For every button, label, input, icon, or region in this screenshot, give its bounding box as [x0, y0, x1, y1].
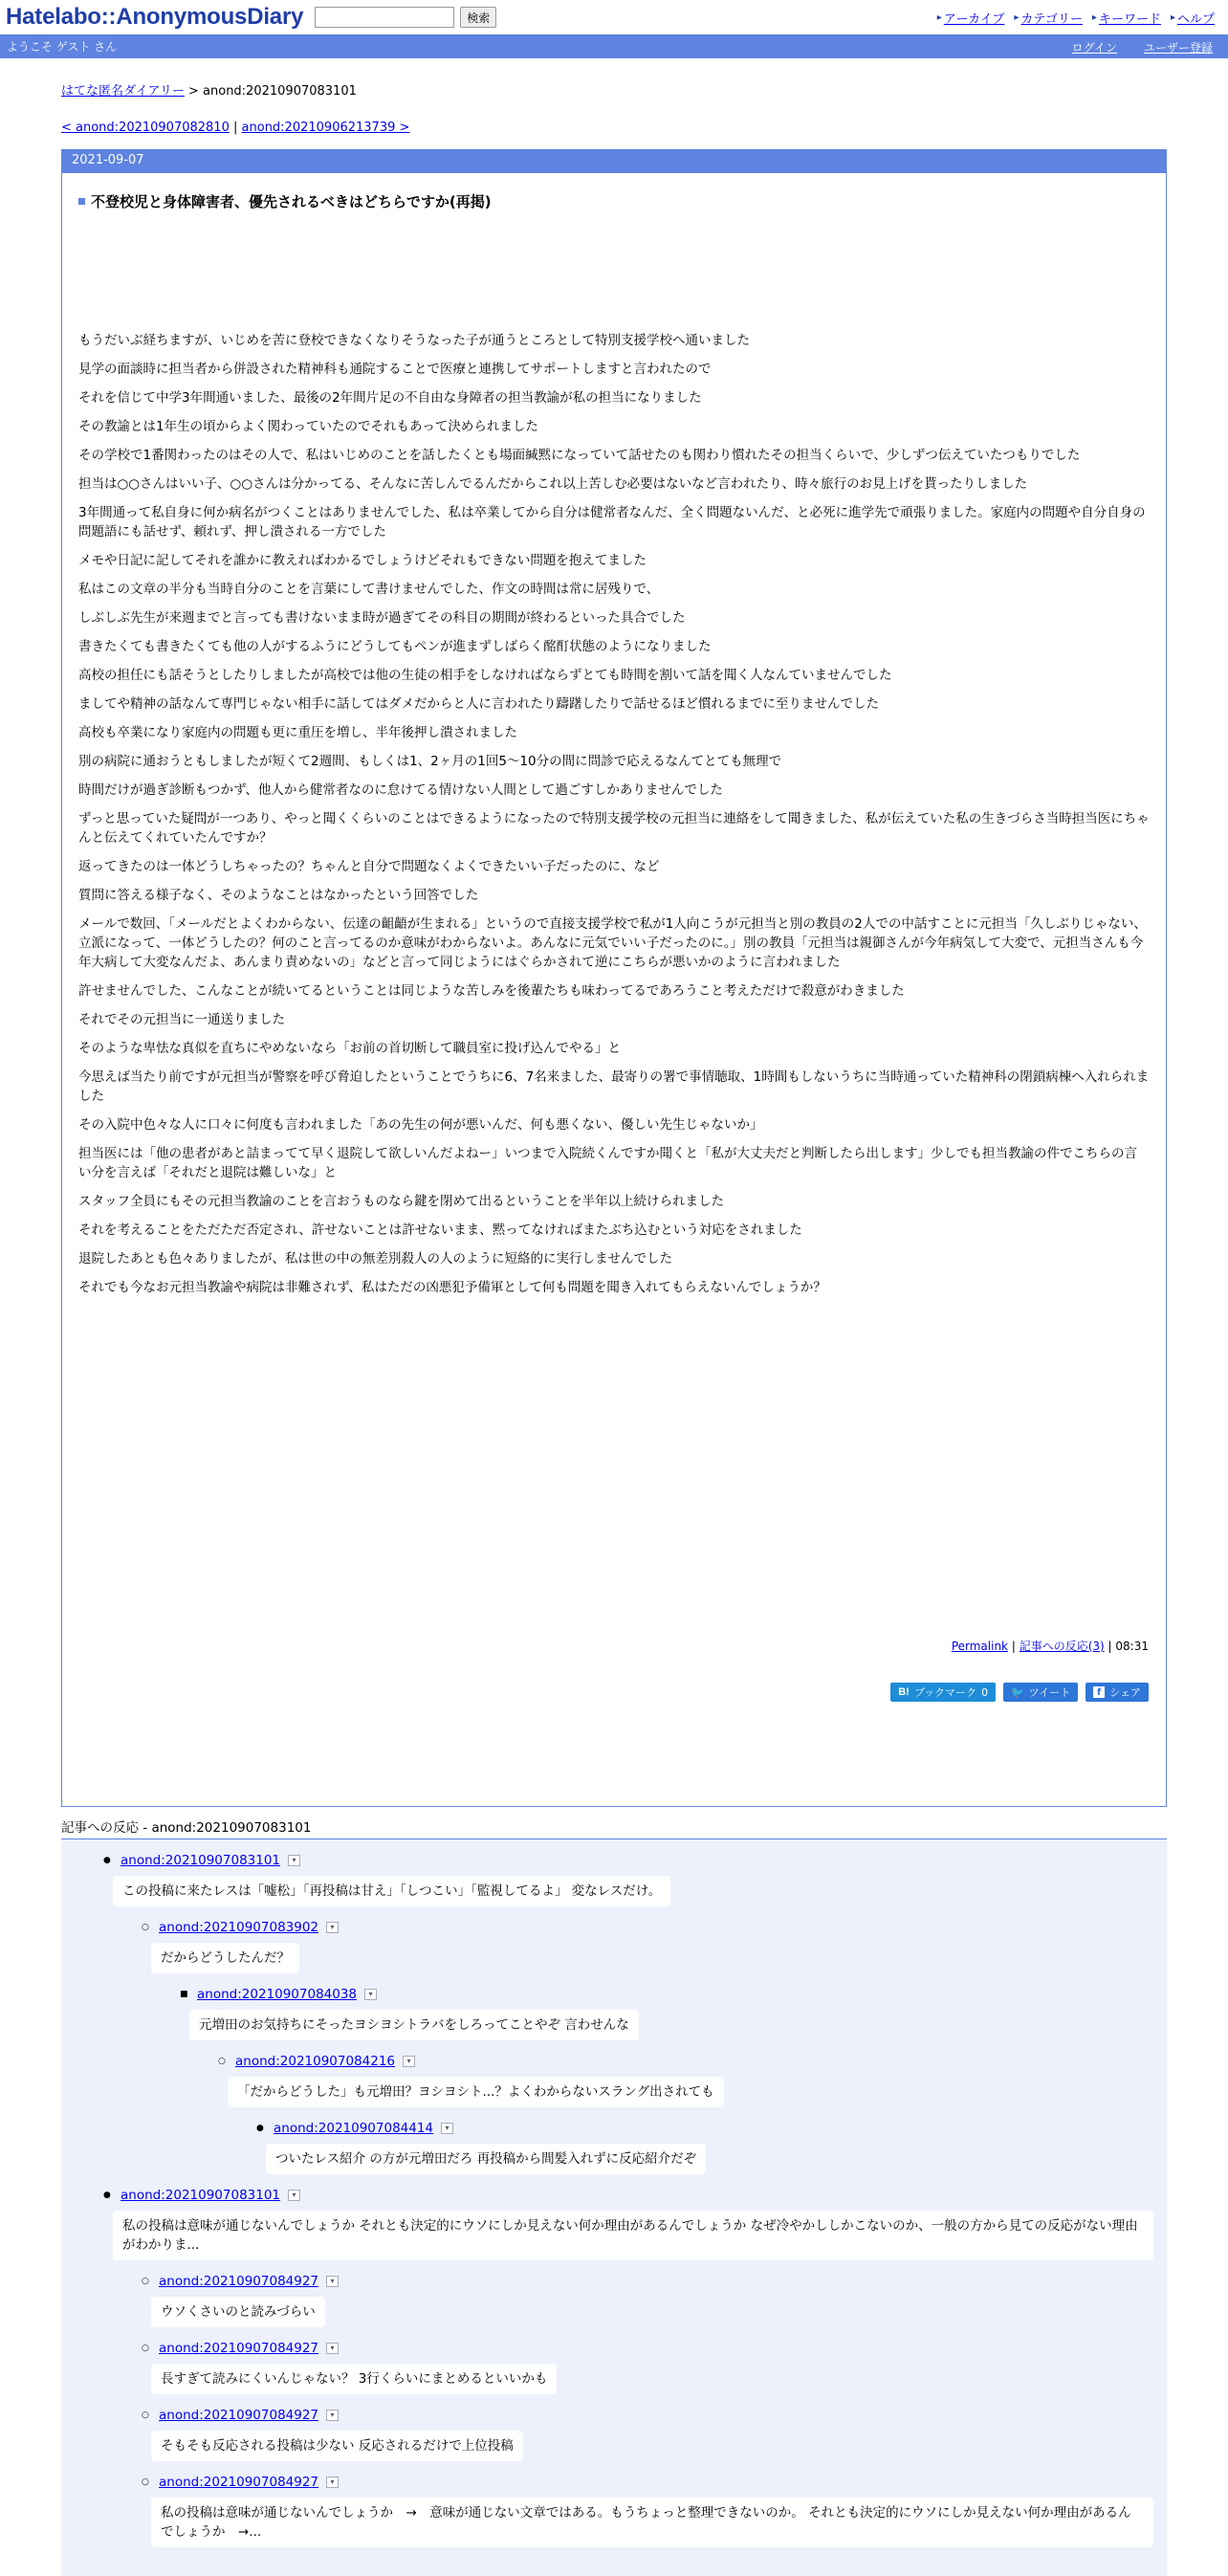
tweet-label: ツイート — [1028, 1686, 1071, 1699]
hatena-bookmark-icon: B! — [898, 1686, 910, 1698]
nav-help-link[interactable]: ヘルプ — [1176, 12, 1215, 27]
list-bullet-icon: ■ — [180, 1990, 188, 1999]
response-header — [256, 2117, 1167, 2140]
facebook-icon: f — [1093, 1686, 1105, 1698]
arrow-icon: ▸ — [1014, 12, 1020, 23]
response-body — [142, 2427, 1167, 2471]
response-id-link[interactable]: anond:20210907083902 — [159, 1920, 319, 1935]
dropdown-menu-icon[interactable]: ▾ — [288, 2190, 300, 2201]
userbar-links — [1072, 39, 1213, 55]
share-buttons — [890, 1683, 1149, 1702]
article-paragraph: もうだいぶ経ちますが、いじめを苦に登校できなくなりそうなった子が通うところとして特別支援学校へ通いました — [78, 333, 750, 348]
response-body — [103, 2207, 1167, 2270]
article-paragraph: その入院中色々な人に口々に何度も言われました「あの先生の何が悪いんだ、何も悪くない、優しい先生じゃないか」 — [78, 1117, 763, 1133]
response-text: ついたレス紹介 の方が元増田だろ 再投稿から間髪入れずに反応紹介だぞ — [266, 2144, 706, 2174]
dropdown-menu-icon[interactable]: ▾ — [441, 2123, 453, 2134]
response-text: ウソくさいのと読みづらい — [151, 2297, 325, 2327]
post-time: 08:31 — [1115, 1640, 1149, 1653]
section-footer — [952, 1638, 1149, 1654]
response-body — [142, 2293, 1167, 2337]
list-bullet-icon: ○ — [142, 2277, 149, 2286]
article-paragraph: 質問に答える様子なく、そのようなことはなかったという回答でした — [78, 888, 479, 903]
response-id-link[interactable]: anond:20210907084414 — [274, 2121, 434, 2136]
response-body — [142, 2360, 1167, 2404]
share-label: シェア — [1109, 1686, 1141, 1699]
footer-separator: | — [1011, 1640, 1016, 1653]
site-header — [0, 0, 1228, 34]
nav-help[interactable] — [1171, 9, 1215, 27]
response-body — [142, 1939, 1167, 1983]
title-square-icon[interactable] — [78, 198, 85, 205]
response-id-link[interactable]: anond:20210907084927 — [159, 2341, 319, 2356]
header-nav — [937, 9, 1215, 27]
response-id-link[interactable]: anond:20210907084927 — [159, 2475, 319, 2490]
list-bullet-icon: ● — [103, 1856, 111, 1865]
response-id-link[interactable]: anond:20210907084038 — [197, 1987, 358, 2002]
dropdown-menu-icon[interactable]: ▾ — [326, 2343, 339, 2354]
article-paragraph: それでその元担当に一通送りました — [78, 1012, 285, 1027]
response-item — [61, 1849, 1167, 1916]
list-bullet-icon: ○ — [142, 1923, 149, 1932]
response-id-link[interactable]: anond:20210907083101 — [121, 1853, 281, 1868]
breadcrumb — [61, 80, 1167, 99]
tweet-button[interactable] — [1003, 1683, 1078, 1702]
article-paragraph: それを信じて中学3年間通いました、最後の2年間片足の不自由な身障者の担当教諭が私の担当になりました — [78, 390, 702, 406]
list-bullet-icon: ○ — [142, 2344, 149, 2353]
article-paragraph: そのような卑怯な真似を直ちにやめないなら「お前の首切断して職員室に投げ込んでやる」と — [78, 1041, 621, 1056]
dropdown-menu-icon[interactable]: ▾ — [288, 1855, 300, 1866]
response-item — [61, 2270, 1167, 2337]
breadcrumb-home-link[interactable]: はてな匿名ダイアリー — [61, 84, 185, 99]
article-paragraph: 担当は○○さんはいい子、○○さんは分かってる、そんなに苦しんでるんだからこれ以上苦しむ必要はないなど言われたり、時々旅行のお見上げを貰ったりしました — [78, 476, 1028, 492]
response-id-link[interactable]: anond:20210907083101 — [121, 2188, 281, 2203]
site-logo[interactable]: Hatelabo::AnonymousDiary — [6, 4, 304, 30]
article-paragraph: メモや日記に記してそれを誰かに教えればわかるでしょうけどそれもできない問題を抱えてました — [78, 553, 647, 568]
hatena-bookmark-button[interactable] — [890, 1683, 996, 1702]
response-body — [103, 1872, 1167, 1916]
response-item — [61, 2471, 1167, 2557]
response-text: 長すぎて読みにくいんじゃない？ 3行くらいにまとめるといいかも — [151, 2364, 557, 2394]
breadcrumb-current: anond:20210907083101 — [203, 84, 357, 99]
dropdown-menu-icon[interactable]: ▾ — [364, 1989, 377, 2000]
article-paragraph: メールで数回、「メールだとよくわからない、伝達の齟齬が生まれる」というので直接支援学校で私が1人向こうが元担当と別の教員の2人での中話すことに元担当「久しぶりじゃない、立派になって、一体どうしたの？何のこと言ってるのか意味がわからないよ。あんなに元気でいい子だったのに。」別の教員「元担当は親御さんが今年病気して大変で、元担当さんも今年大病して大変なんだよ、あんまり責めないの」などと言って同じようにはぐらかされて逆にこちらが悪いかのように言われました — [78, 916, 1147, 970]
login-link[interactable]: ログイン — [1071, 41, 1117, 55]
bookmark-label: ブックマーク — [913, 1686, 977, 1699]
article-paragraph: 見学の面談時に担当者から併設された精神科も通院することで医療と連携してサポートしますと言われたので — [78, 362, 712, 377]
bookmark-count: 0 — [981, 1685, 989, 1699]
prev-entry-link[interactable]: < anond:20210907082810 — [61, 121, 230, 135]
response-header — [142, 2337, 1167, 2360]
response-text: 私の投稿は意味が通じないんでしょうか それとも決定的にウソにしか見えない何か理由があるんでしょうか なぜ冷やかししかこないのか、一般の方から見ての反応がない理由がわかりま... — [113, 2211, 1153, 2260]
article-paragraph: 返ってきたのは一体どうしちゃったの？ちゃんと自分で問題なくよくできたいい子だったのに、など — [78, 859, 660, 874]
response-id-link[interactable]: anond:20210907084927 — [159, 2274, 319, 2289]
arrow-icon: ▸ — [936, 12, 942, 23]
next-entry-link[interactable]: anond:20210906213739 > — [241, 121, 410, 135]
response-text: 元増田のお気持ちにそったヨシヨシトラバをしろってことやぞ 言わせんな — [189, 2010, 639, 2040]
response-item — [61, 2337, 1167, 2404]
response-item — [61, 1983, 1167, 2050]
welcome-text: ようこそ ゲスト さん — [7, 40, 118, 54]
reactions-link[interactable]: 記事への反応(3) — [1019, 1640, 1105, 1653]
facebook-share-button[interactable] — [1085, 1683, 1149, 1702]
dropdown-menu-icon[interactable]: ▾ — [326, 2477, 339, 2488]
response-header — [142, 2471, 1167, 2494]
nav-category[interactable] — [1014, 9, 1083, 27]
article-paragraph: その学校で1番関わったのはその人で、私はいじめのことを話したくとも場面緘黙になっていて話せたのも関わり慣れたその担当くらいで、少しずつ伝えていたつもりでした — [78, 448, 1081, 463]
permalink[interactable]: Permalink — [951, 1640, 1008, 1653]
article-paragraph: 別の病院に通おうともしましたが短くて2週間、もしくは1、2ヶ月の1回5〜10分の間に問診で応えるなんてとても無理で — [78, 754, 782, 769]
search-button[interactable]: 検索 — [460, 7, 496, 28]
breadcrumb-separator: > — [187, 84, 199, 99]
dropdown-menu-icon[interactable]: ▾ — [326, 2276, 339, 2287]
article-title-text: 不登校児と身体障害者、優先されるべきはどちらですか(再掲) — [91, 193, 492, 210]
search-input[interactable] — [315, 7, 454, 28]
response-text: だからどうしたんだ？ — [151, 1943, 299, 1973]
article-paragraph: その教諭とは1年生の頃からよく関わっていたのでそれもあって決められました — [78, 419, 538, 434]
response-header — [142, 2404, 1167, 2427]
dropdown-menu-icon[interactable]: ▾ — [326, 1922, 339, 1933]
response-header — [180, 1983, 1167, 2006]
article-paragraph: 時間だけが過ぎ診断もつかず、他人から健常者なのに怠けてる情けない人間として過ごすしかありませんでした — [78, 782, 723, 798]
arrow-icon: ▸ — [1091, 12, 1097, 23]
nav-archive[interactable] — [937, 9, 1005, 27]
response-body — [256, 2140, 1167, 2184]
response-id-link[interactable]: anond:20210907084927 — [159, 2408, 319, 2423]
article-paragraph: それでも今なお元担当教諭や病院は非難されず、私はただの凶悪犯予備軍として何も問題を聞き入れてもらえないんでしょうか？ — [78, 1280, 826, 1295]
article-paragraph: 私はこの文章の半分も当時自分のことを言葉にして書けませんでした、作文の時間は常に居残りで、 — [78, 582, 660, 597]
register-link[interactable]: ユーザー登録 — [1143, 41, 1213, 55]
user-bar — [0, 34, 1228, 58]
nav-keyword-link[interactable]: キーワード — [1098, 12, 1161, 27]
response-item — [61, 2050, 1167, 2117]
response-id-link[interactable]: anond:20210907084216 — [235, 2054, 396, 2069]
pager — [61, 121, 1167, 135]
article-paragraph: 3年間通って私自身に何か病名がつくことはありませんでした、私は卒業してから自分は健常者なんだ、全く問題ないんだ、と必死に進学先で頑張りました。家庭内の問題や自分自身の問題語にも話せず、頼れず、押し潰される一方でした — [78, 505, 1146, 539]
article-paragraph: 担当医には「他の患者があと詰まってて早く退院して欲しいんだよねー」いつまで入院続くんですか聞くと「私が大丈夫だと判断したら出します」少しでも担当教諭の件でこちらの言い分を言えば「それだと退院は難しいな」と — [78, 1146, 1137, 1180]
arrow-icon: ▸ — [1170, 12, 1175, 23]
day-body — [62, 191, 1166, 1297]
response-header — [142, 2270, 1167, 2293]
article-paragraph: それを考えることをただただ否定され、許せないことは許せないまま、黙ってなければまたぶち込むという対応をされました — [78, 1222, 802, 1238]
response-header — [103, 2184, 1167, 2207]
response-text: そもそも反応される投稿は少ない 反応されるだけで上位投稿 — [151, 2431, 523, 2461]
article-paragraph: 高校の担任にも話そうとしたりしましたが高校では他の生徒の相手をしなければならずとても時間を割いて話を聞く人なんていませんでした — [78, 668, 892, 683]
pager-separator: | — [233, 121, 238, 135]
response-item — [61, 2117, 1167, 2184]
response-item — [61, 2184, 1167, 2270]
article-paragraph: ずっと思っていた疑問が一つあり、やっと聞くくらいのことはできるようになったので特別支援学校の元担当に連絡をして聞きました、私が伝えていた私の生きづらさ当時担当医にちゃんと伝えてくれていたんですか？ — [78, 811, 1150, 846]
response-body — [142, 2494, 1167, 2557]
response-text: 私の投稿は意味が通じないんでしょうか → 意味が通じない文章ではある。もうちょっと整理できないのか。 それとも決定的にウソにしか見えない何か理由があるんでしょうか →... — [151, 2498, 1153, 2547]
list-bullet-icon: ○ — [142, 2477, 149, 2487]
article-paragraph: 退院したあとも色々ありましたが、私は世の中の無差別殺人の人のように短絡的に実行しませんでした — [78, 1251, 672, 1266]
article-body — [78, 331, 1150, 1297]
response-text: 「だからどうした」も元増田？ヨシヨシト...？よくわからないスラング出されても — [228, 2077, 724, 2107]
response-header — [142, 1916, 1167, 1939]
list-bullet-icon: ○ — [218, 2057, 226, 2066]
list-bullet-icon: ○ — [142, 2411, 149, 2420]
dropdown-menu-icon[interactable]: ▾ — [326, 2410, 339, 2421]
response-item — [61, 1916, 1167, 1983]
article-paragraph: 許せませんでした、こんなことが続いてるということは同じような苦しみを後輩たちも味わってるであろうこと考えただけで殺意がわきました — [78, 983, 905, 999]
main-content — [0, 80, 1228, 2576]
response-item — [61, 2404, 1167, 2471]
diary-day — [61, 149, 1167, 1807]
footer-separator: | — [1107, 1640, 1112, 1653]
article-paragraph: 今思えば当たり前ですが元担当が警察を呼び脅迫したということでうちに6、7名来ました、最寄りの署で事情聴取、1時間もしないうちに当時通っていた精神科の閉鎖病棟へ入れられました — [78, 1069, 1150, 1104]
list-bullet-icon: ● — [103, 2191, 111, 2200]
article-paragraph: スタッフ全員にもその元担当教諭のことを言おうものなら鍵を閉めて出るということを半年以上続けられました — [78, 1194, 724, 1209]
response-body — [180, 2006, 1167, 2050]
response-body — [218, 2073, 1167, 2117]
article-paragraph: 高校も卒業になり家庭内の問題も更に重圧を増し、半年後押し潰されました — [78, 725, 517, 740]
nav-archive-link[interactable]: アーカイブ — [943, 12, 1005, 27]
nav-category-link[interactable]: カテゴリー — [1020, 12, 1083, 27]
twitter-bird-icon: 🐦 — [1011, 1685, 1024, 1699]
response-header — [103, 1849, 1167, 1872]
response-text: この投稿に来たレスは「嘘松」「再投稿は甘え」「しつこい」「監視してるよ」 変なレスだけ。 — [113, 1876, 670, 1906]
responses-header: 記事への反応 - anond:20210907083101 — [61, 1816, 1167, 1839]
article-paragraph: 書きたくても書きたくても他の人がするふうにどうしてもペンが進まずしばらく酩酊状態のようになりました — [78, 639, 712, 654]
response-header — [218, 2050, 1167, 2073]
day-date: 2021-09-07 — [62, 150, 1166, 173]
list-bullet-icon: ● — [256, 2124, 264, 2133]
dropdown-menu-icon[interactable]: ▾ — [403, 2056, 415, 2067]
article-paragraph: しぶしぶ先生が来週までと言っても書けないまま時が過ぎてその科目の期間が終わるといった具合でした — [78, 610, 686, 626]
article-paragraph: ましてや精神の話なんて専門じゃない相手に話してはダメだからと人に言われたり躊躇したりで話せるほど慣れるまでに至りませんでした — [78, 696, 879, 712]
article-title — [78, 191, 1150, 211]
responses-list — [61, 1839, 1167, 2576]
nav-keyword[interactable] — [1092, 9, 1161, 27]
